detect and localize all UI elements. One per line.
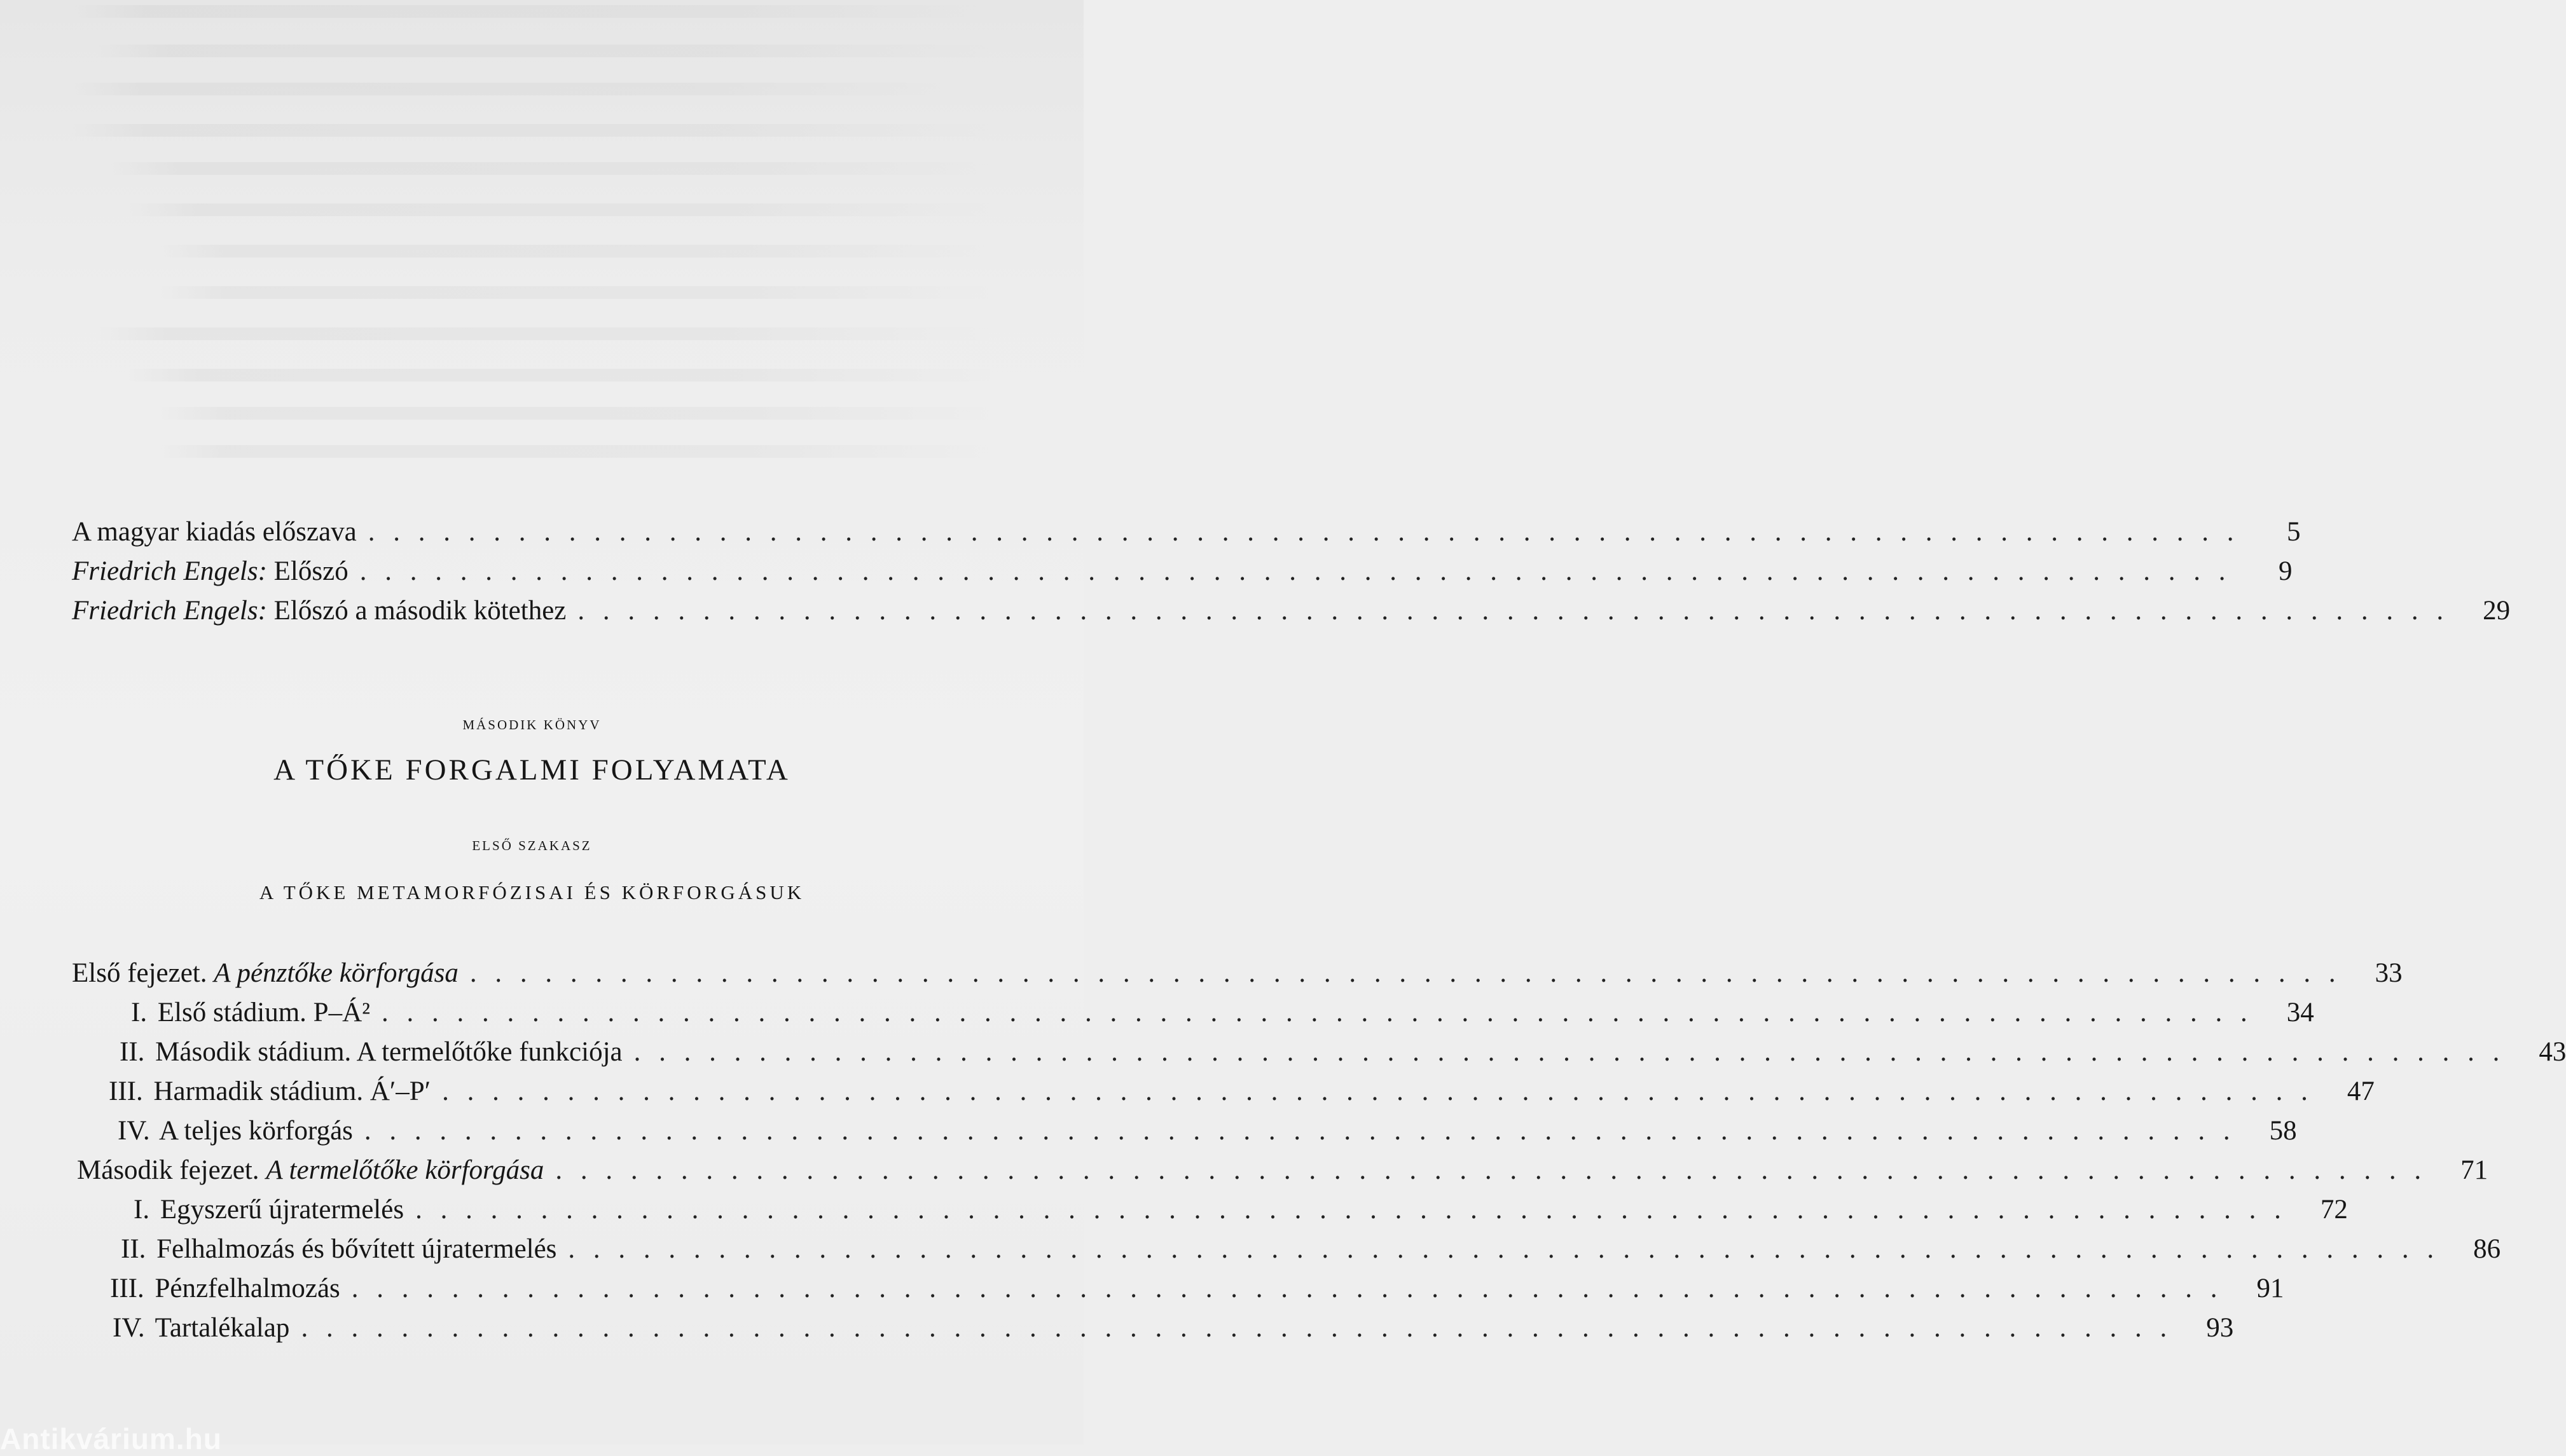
chapter-prefix: Második fejezet. bbox=[77, 1155, 259, 1185]
toc-page-number: 5 bbox=[2287, 517, 2301, 547]
toc-page-number: 72 bbox=[2320, 1195, 2348, 1225]
toc-entry-title: A magyar kiadás előszava bbox=[72, 517, 357, 547]
subsection-number: II. bbox=[120, 1037, 145, 1067]
section-title: A TŐKE METAMORFÓZISAI ÉS KÖRFORGÁSUK bbox=[259, 881, 805, 903]
chapter-title-group bbox=[72, 954, 459, 993]
subsection-entry bbox=[72, 1111, 2297, 1151]
leader-dots: . . . . . . . . . . . . . . . . . . . . . . . . . . . . . . . . . . . . . . . . . . . . . . . . . . . . . . . . . . . . . . . . . . . . . . . . . . . bbox=[442, 1076, 2314, 1106]
toc-entry-author: Friedrich Engels: bbox=[72, 596, 267, 626]
chapter-entry bbox=[72, 1151, 2488, 1190]
toc-page-number: 91 bbox=[2256, 1274, 2284, 1303]
toc-page-number: 58 bbox=[2269, 1116, 2297, 1146]
subsection-entry bbox=[72, 1230, 2501, 1269]
subsection-entry bbox=[72, 1033, 2566, 1072]
chapter-title: A termelőtőke körforgása bbox=[266, 1155, 544, 1185]
subsection-entry bbox=[72, 993, 2314, 1033]
subsection-number: IV. bbox=[113, 1313, 145, 1343]
subsection-number: I. bbox=[134, 1195, 150, 1225]
leader-dots: . . . . . . . . . . . . . . . . . . . . . . . . . . . . . . . . . . . . . . . . . . . . . . . . . . . . . . . . . . . . . . . . . . . . . . . . . . . bbox=[359, 556, 2231, 586]
subsection-title: Harmadik stádium. Á′–P′ bbox=[153, 1076, 431, 1106]
subsection-title: Felhalmozás és bővített újratermelés bbox=[156, 1234, 557, 1264]
toc-page-number: 34 bbox=[2286, 998, 2314, 1027]
chapter-entry bbox=[72, 954, 2403, 993]
subsection-entry bbox=[72, 1269, 2284, 1308]
leader-dots: . . . . . . . . . . . . . . . . . . . . . . . . . . . . . . . . . . . . . . . . . . . . . . . . . . . . . . . . . . . . . . . . . . . . . . . . . . . bbox=[351, 1274, 2223, 1303]
leader-dots: . . . . . . . . . . . . . . . . . . . . . . . . . . . . . . . . . . . . . . . . . . . . . . . . . . . . . . . . . . . . . . . . . . . . . . . . . . . bbox=[301, 1313, 2173, 1343]
toc-entry-title: Előszó bbox=[273, 556, 348, 586]
leader-dots: . . . . . . . . . . . . . . . . . . . . . . . . . . . . . . . . . . . . . . . . . . . . . . . . . . . . . . . . . . . . . . . . . . . . . . . . . . . bbox=[555, 1155, 2427, 1185]
subsection-entry bbox=[72, 1190, 2348, 1230]
toc-entry bbox=[72, 591, 2511, 631]
subsection-title-group bbox=[113, 1308, 289, 1348]
leader-dots: . . . . . . . . . . . . . . . . . . . . . . . . . . . . . . . . . . . . . . . . . . . . . . . . . . . . . . . . . . . . . . . . . . . . . . . . . . . bbox=[469, 958, 2342, 988]
toc-page-number: 71 bbox=[2460, 1155, 2488, 1185]
toc-entry-title: Előszó a második kötethez bbox=[273, 596, 567, 626]
subsection-number: III. bbox=[110, 1274, 144, 1303]
subsection-title-group bbox=[118, 1111, 353, 1151]
subsection-number: IV. bbox=[118, 1116, 150, 1146]
leader-dots: . . . . . . . . . . . . . . . . . . . . . . . . . . . . . . . . . . . . . . . . . . . . . . . . . . . . . . . . . . . . . . . . . . . . . . . . . . . bbox=[382, 998, 2253, 1027]
toc-page-number: 43 bbox=[2539, 1037, 2566, 1067]
leader-dots: . . . . . . . . . . . . . . . . . . . . . . . . . . . . . . . . . . . . . . . . . . . . . . . . . . . . . . . . . . . . . . . . . . . . . . . . . . . bbox=[568, 1234, 2440, 1264]
leader-dots: . . . . . . . . . . . . . . . . . . . . . . . . . . . . . . . . . . . . . . . . . . . . . . . . . . . . . . . . . . . . . . . . . . . . . . . . . . . bbox=[364, 1116, 2236, 1146]
subsection-number: II. bbox=[121, 1234, 146, 1264]
subsection-entry bbox=[72, 1072, 2375, 1111]
toc-page-number: 33 bbox=[2375, 958, 2403, 988]
subsection-title-group bbox=[120, 1033, 623, 1072]
subsection-title-group bbox=[109, 1072, 431, 1111]
subsection-number: I. bbox=[131, 998, 148, 1027]
toc-entry-title-group bbox=[72, 552, 348, 591]
subsection-title: Tartalékalap bbox=[155, 1313, 290, 1343]
subsection-title-group bbox=[131, 993, 370, 1033]
subsection-title: Első stádium. P–Á² bbox=[157, 998, 371, 1027]
toc-entry bbox=[72, 552, 2293, 591]
toc-page-number: 93 bbox=[2206, 1313, 2234, 1343]
subsection-title: Második stádium. A termelőtőke funkciója bbox=[155, 1037, 623, 1067]
chapter-title-group bbox=[77, 1151, 544, 1190]
leader-dots: . . . . . . . . . . . . . . . . . . . . . . . . . . . . . . . . . . . . . . . . . . . . . . . . . . . . . . . . . . . . . . . . . . . . . . . . . . . bbox=[368, 517, 2240, 547]
toc-page-number: 29 bbox=[2483, 596, 2511, 626]
show-through-texture bbox=[70, 0, 1005, 458]
leader-dots: . . . . . . . . . . . . . . . . . . . . . . . . . . . . . . . . . . . . . . . . . . . . . . . . . . . . . . . . . . . . . . . . . . . . . . . . . . . bbox=[415, 1195, 2287, 1225]
chapter-title: A pénztőke körforgása bbox=[214, 958, 459, 988]
toc-entry-author: Friedrich Engels: bbox=[72, 556, 267, 586]
leader-dots: . . . . . . . . . . . . . . . . . . . . . . . . . . . . . . . . . . . . . . . . . . . . . . . . . . . . . . . . . . . . . . . . . . . . . . . . . . . bbox=[577, 596, 2450, 626]
subsection-title-group bbox=[134, 1190, 404, 1230]
toc-page-number: 9 bbox=[2278, 556, 2293, 586]
toc-entry bbox=[72, 512, 2301, 552]
chapter-prefix: Első fejezet. bbox=[72, 958, 207, 988]
subsection-number: III. bbox=[109, 1076, 143, 1106]
watermark: Antikvárium.hu bbox=[0, 1422, 222, 1455]
toc-page-number: 86 bbox=[2473, 1234, 2501, 1264]
subsection-title-group bbox=[110, 1269, 340, 1308]
subsection-entry bbox=[72, 1308, 2234, 1348]
subsection-title: A teljes körforgás bbox=[158, 1116, 353, 1146]
leader-dots: . . . . . . . . . . . . . . . . . . . . . . . . . . . . . . . . . . . . . . . . . . . . . . . . . . . . . . . . . . . . . . . . . . . . . . . . . . . bbox=[633, 1037, 2506, 1067]
toc-entry-title-group bbox=[72, 591, 566, 631]
toc-page-number: 47 bbox=[2347, 1076, 2375, 1106]
subsection-title: Pénzfelhalmozás bbox=[155, 1274, 340, 1303]
section-label: ELSŐ SZAKASZ bbox=[472, 838, 592, 853]
subsection-title: Egyszerű újratermelés bbox=[160, 1195, 404, 1225]
subsection-title-group bbox=[121, 1230, 556, 1269]
book-label: MÁSODIK KÖNYV bbox=[462, 717, 602, 732]
book-title: A TŐKE FORGALMI FOLYAMATA bbox=[273, 753, 790, 786]
